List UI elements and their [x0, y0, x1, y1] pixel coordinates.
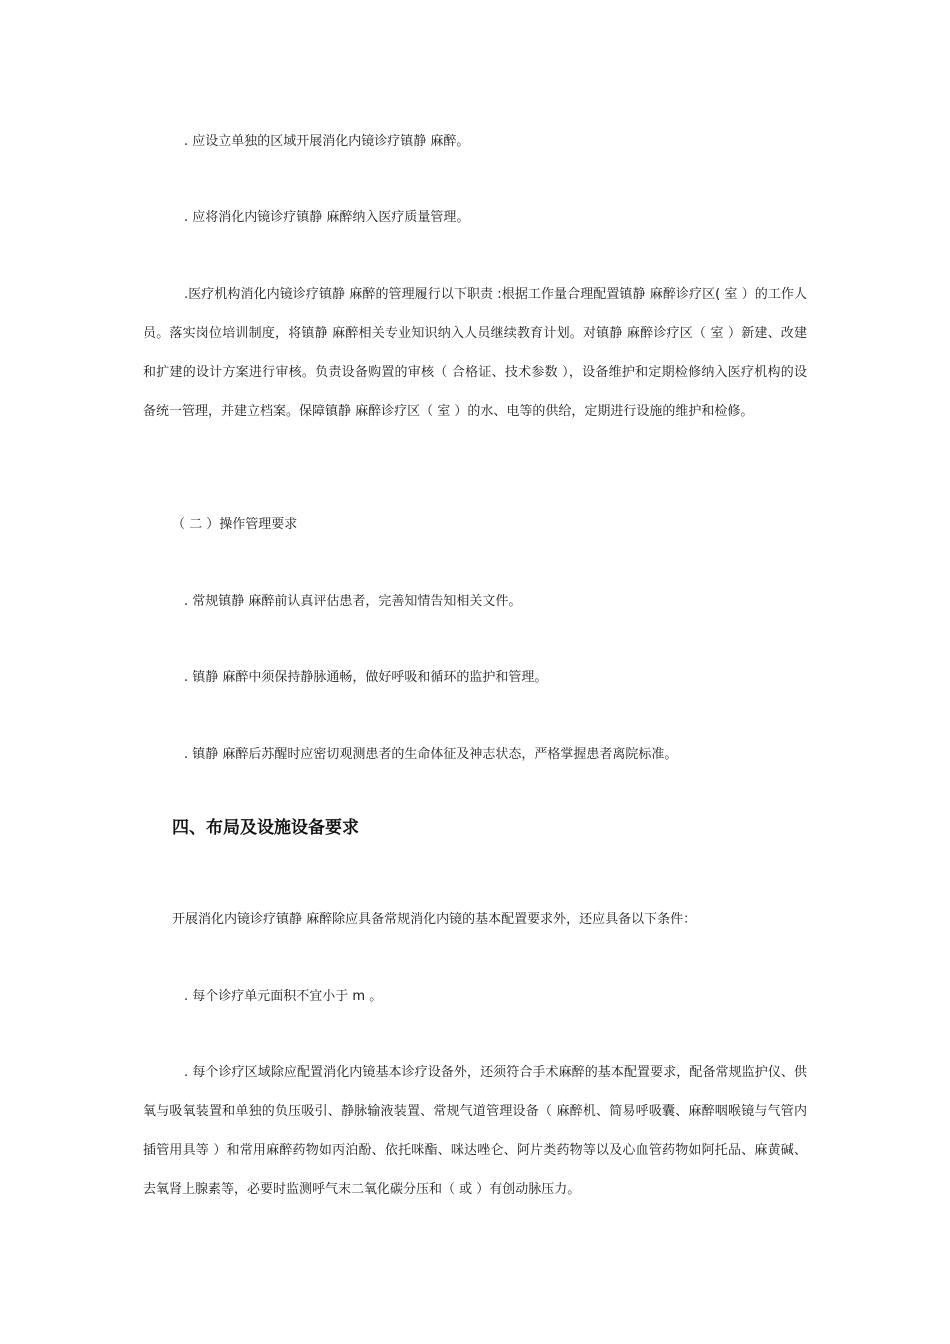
paragraph-separate-area: . 应设立单独的区域开展消化内镜诊疗镇静 麻醉。 [184, 134, 470, 149]
paragraph-conditions-intro: 开展消化内镜诊疗镇静 麻醉除应具备常规消化内镜的基本配置要求外，还应具备以下条件： [172, 912, 697, 927]
paragraph-post-sedation: . 镇静 麻醉后苏醒时应密切观测患者的生命体征及神志状态，严格掌握患者离院标准。 [184, 747, 678, 762]
paragraph-quality-management: . 应将消化内镜诊疗镇静 麻醉纳入医疗质量管理。 [184, 210, 470, 225]
sub-heading-operation-requirements: （ 二 ）操作管理要求 [172, 517, 298, 532]
paragraph-equipment-requirements: . 每个诊疗区域除应配置消化内镜基本诊疗设备外，还须符合手术麻醉的基本配置要求，配备常规监护仪、供氧与吸氧装置和单独的负压吸引、静脉输液装置、常规气道管理设备（ 麻醉机、简易呼吸囊、麻醉咽喉镜与气管内插管用具等 ）和常用麻醉药物如丙泊酚、依托咪酯、咪达唑仑、阿片类药物等以及心血管药物如阿托品、麻黄碱、去氧肾上腺素等，必要时监测呼气末二氧化碳分压和（ 或 ）有创动脉压力。 [143, 1065, 807, 1197]
paragraph-institution-duties: .医疗机构消化内镜诊疗镇静 麻醉的管理履行以下职责 :根据工作量合理配置镇静 麻醉诊疗区( 室 ）的工作人员。落实岗位培训制度，将镇静 麻醉相关专业知识纳入人员继续教育计划。对镇静 麻醉诊疗区（ 室 ）新建、改建和扩建的设计方案进行审核。负责设备购置的审核（ 合格证、技术参数 ），设备维护和定期检修纳入医疗机构的设备统一管理，并建立档案。保障镇静 麻醉诊疗区（ 室 ）的水、电等的供给，定期进行设施的维护和检修。 [143, 287, 807, 419]
paragraph-during-sedation: . 镇静 麻醉中须保持静脉通畅，做好呼吸和循环的监护和管理。 [184, 670, 548, 685]
section-heading-layout-facilities: 四、布局及设施设备要求 [172, 818, 359, 838]
paragraph-unit-area: . 每个诊疗单元面积不宜小于 m 。 [184, 989, 383, 1004]
paragraph-pre-sedation: . 常规镇静 麻醉前认真评估患者，完善知情告知相关文件。 [184, 594, 522, 609]
